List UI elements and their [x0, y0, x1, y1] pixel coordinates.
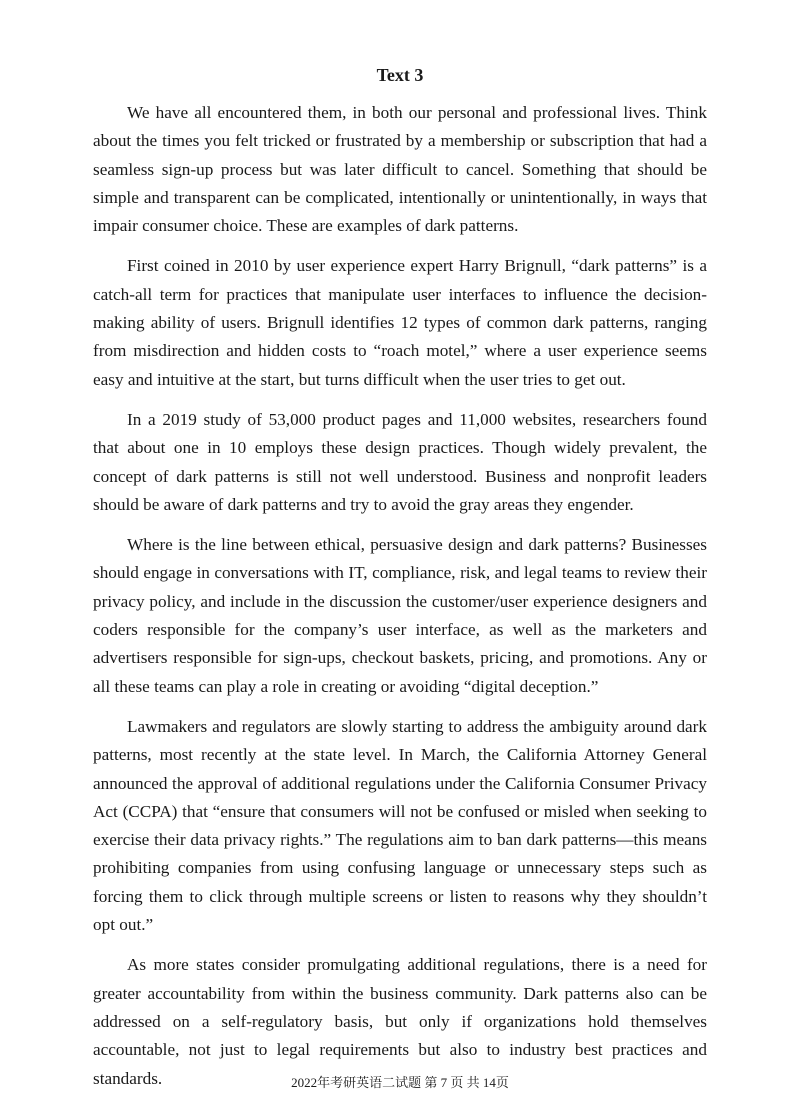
- paragraph: Lawmakers and regulators are slowly starting to address the ambiguity around dark patterns, most recently at the state level. In March, the California Attorney General announced the approval of additional regulations under the California Consumer Privacy Act (CCPA) that “ensure that consumers will not be confused or misled when seeking to exercise their data privacy rights.” The regulations aim to ban dark patterns—this means prohibiting companies from using confusing language or unnecessary steps such as forcing them to click through multiple screens or listen to reasons why they shouldn’t opt out.”: [93, 716, 707, 935]
- article-body: [93, 99, 707, 1105]
- paragraph: Where is the line between ethical, persuasive design and dark patterns? Businesses should engage in conversations with IT, compliance, risk, and legal teams to review their privacy policy, and include in the discussion the customer/user experience designers and coders responsible for the company’s user interface, as well as the marketers and advertisers responsible for sign-ups, checkout baskets, pricing, and promotions. Any or all these teams can play a role in creating or avoiding “digital deception.”: [93, 535, 707, 696]
- paragraph: In a 2019 study of 53,000 product pages and 11,000 websites, researchers found that about one in 10 employs these design practices. Though widely prevalent, the concept of dark patterns is still not well understood. Business and nonprofit leaders should be aware of dark patterns and try to avoid the gray areas they engender.: [93, 409, 707, 514]
- paragraph: As more states consider promulgating additional regulations, there is a need for greater accountability from within the business community. Dark patterns also can be addressed on a self-regulatory basis, but only if organizations hold themselves accountable, not just to legal requirements but also to industry best practices and standards.: [93, 955, 707, 1088]
- paragraph: First coined in 2010 by user experience expert Harry Brignull, “dark patterns” is a catch-all term for practices that manipulate user interfaces to influence the decision-making ability of users. Brignull identifies 12 types of common dark patterns, ranging from misdirection and hidden costs to “roach motel,” where a user experience seems easy and intuitive at the start, but turns difficult when the user tries to get out.: [93, 256, 707, 389]
- page-title: Text 3: [376, 65, 424, 85]
- paragraph: We have all encountered them, in both our personal and professional lives. Think about the times you felt tricked or frustrated by a membership or subscription that had a seamless sign-up process but was later difficult to cancel. Something that should be simple and transparent can be complicated, intentionally or unintentionally, in ways that impair consumer choice. These are examples of dark patterns.: [93, 103, 707, 236]
- page-footer: 2022年考研英语二试题 第 7 页 共 14页: [291, 1075, 509, 1090]
